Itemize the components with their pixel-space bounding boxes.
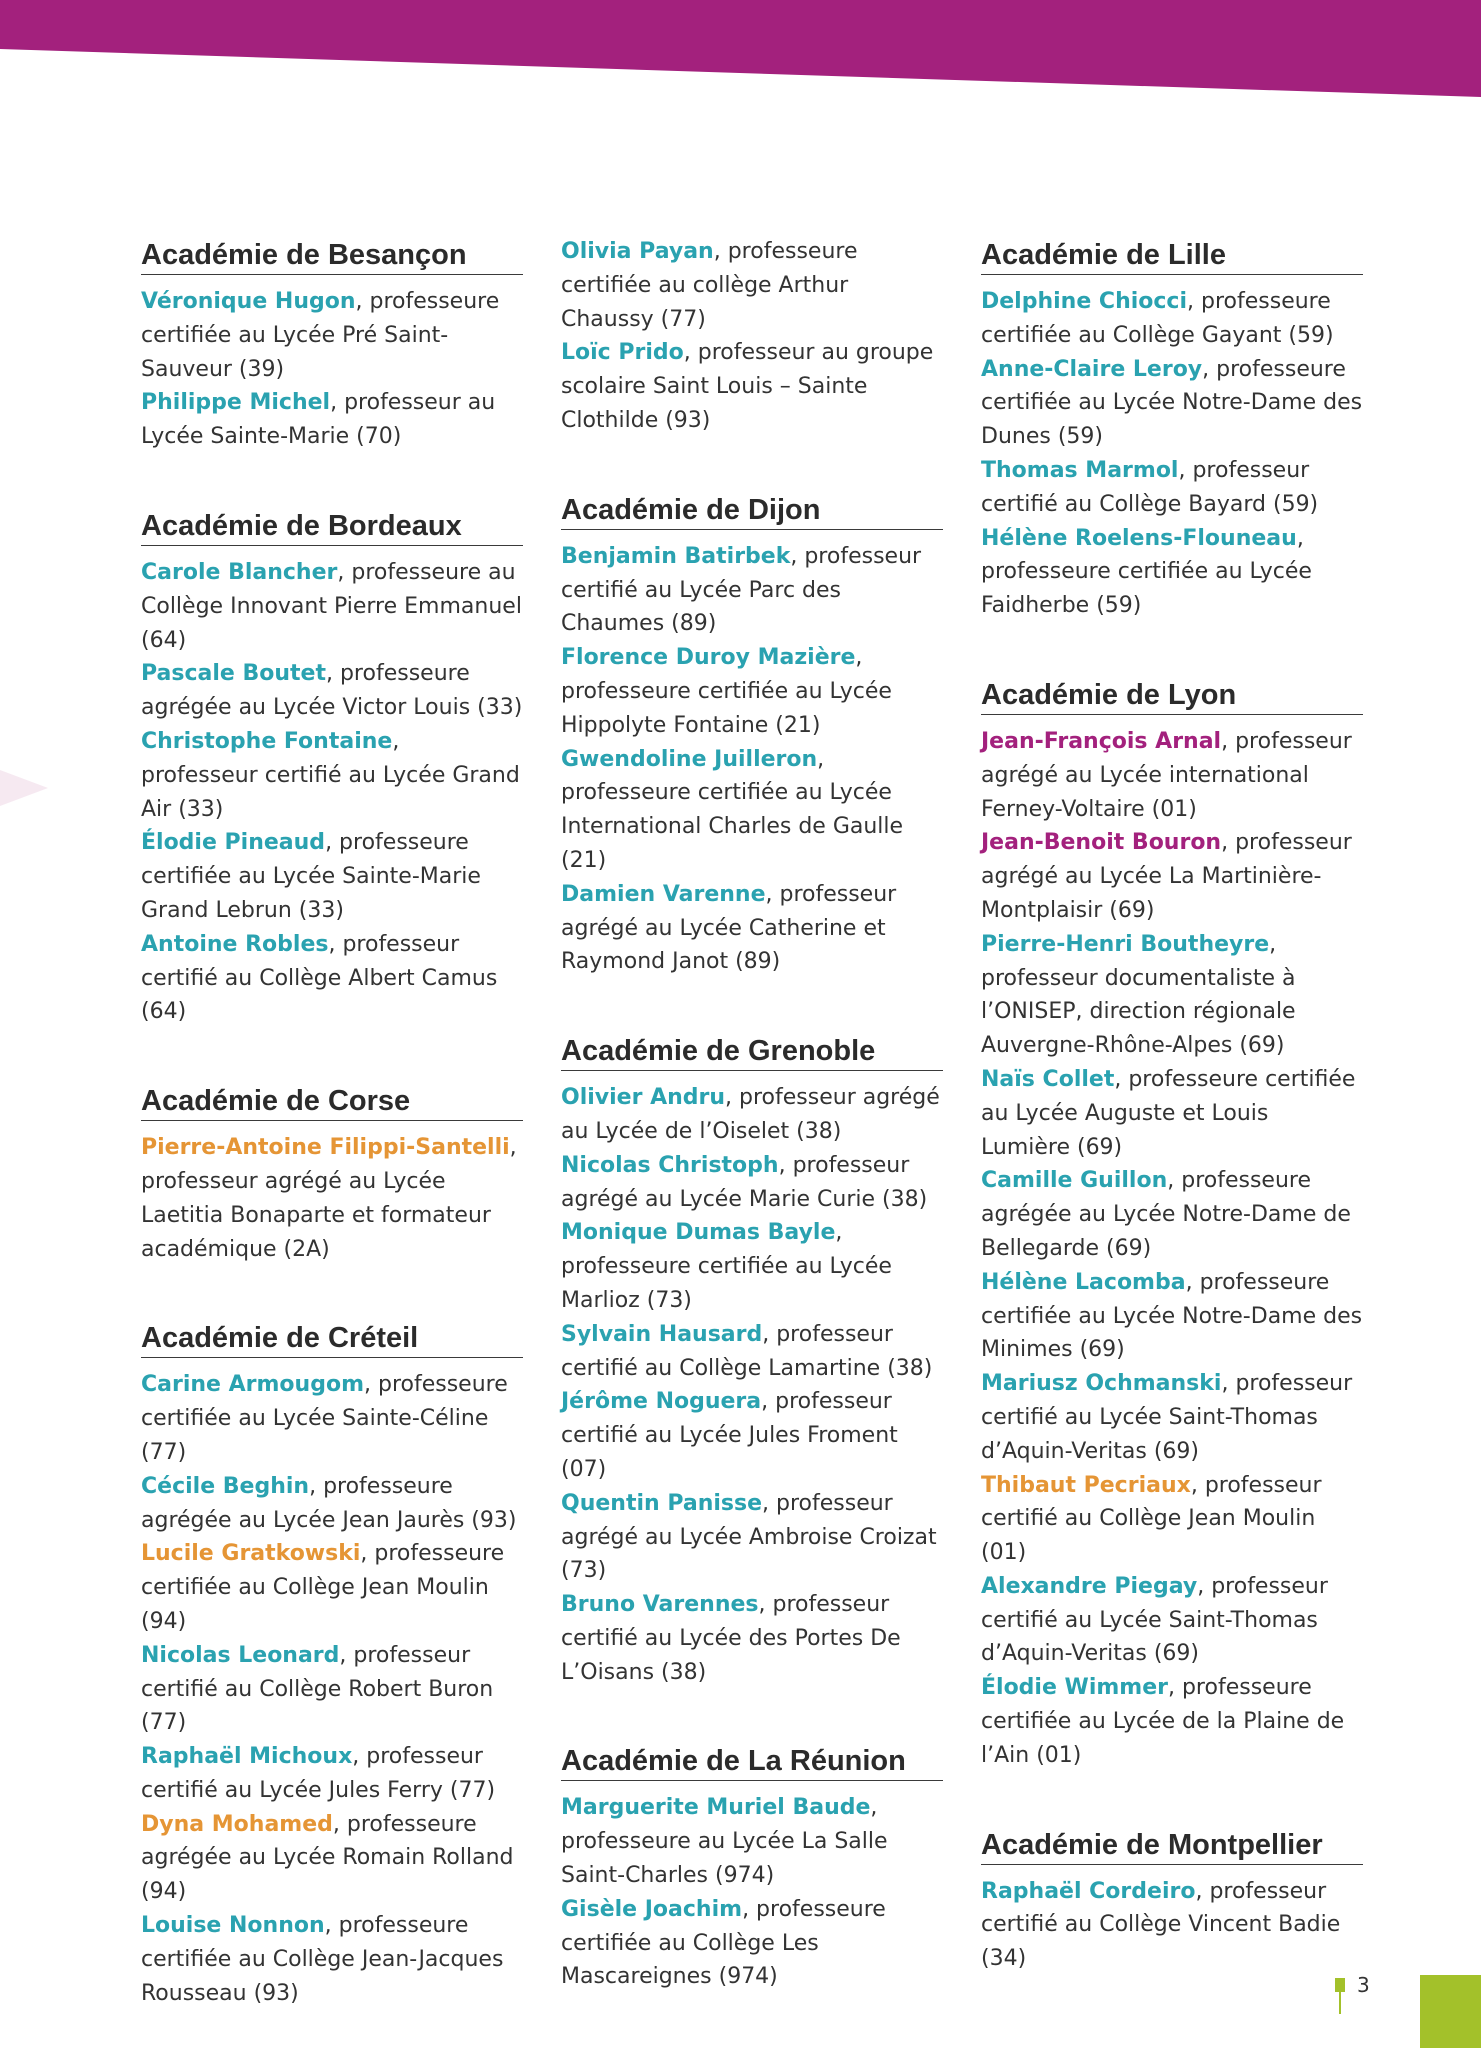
person-role: , professeure certifiée au Collège Jean-Jacques Rousseau (93) (141, 1913, 504, 2006)
person-role: , professeur au groupe scolaire Saint Louis – Sainte Clothilde (93) (561, 340, 934, 433)
person-name: Christophe Fontaine (141, 728, 393, 754)
person-entry (981, 725, 1363, 826)
academie-section (981, 237, 1363, 623)
person-role: , professeur agrégé au Lycée Catherine et Raymond Janot (89) (561, 881, 897, 975)
person-name: Véronique Hugon (141, 289, 356, 314)
academie-section (561, 1743, 943, 1994)
person-entry (141, 1740, 523, 1808)
person-name: Benjamin Batirbek (561, 543, 791, 569)
person-name: Cécile Beghin (141, 1473, 310, 1499)
academie-section (561, 1033, 943, 1689)
section-title: Académie de Lyon (981, 677, 1363, 715)
person-role: , professeur certifié au Lycée Jules Froment (07) (561, 1389, 898, 1482)
person-entry (141, 386, 523, 454)
person-entry (561, 743, 943, 878)
person-entry (981, 1367, 1363, 1468)
person-entry (141, 1368, 523, 1469)
person-role: , professeur certifié au Collège Albert Camus (64) (141, 931, 498, 1025)
person-entry (981, 928, 1363, 1063)
person-entry (141, 725, 523, 826)
column-1 (141, 237, 523, 2064)
person-role: , professeur agrégé au Lycée de l’Oiselet (38) (561, 1085, 940, 1144)
academie-section (141, 1320, 523, 2010)
section-title: Académie de La Réunion (561, 1743, 943, 1781)
person-role: , professeur certifié au Lycée Grand Air (33) (141, 728, 520, 822)
header-banner (0, 0, 1481, 100)
person-name: Florence Duroy Mazière (561, 645, 856, 671)
person-name: Monique Dumas Bayle (561, 1220, 836, 1246)
academie-section (981, 677, 1363, 1773)
person-entry (981, 285, 1363, 353)
person-role: , professeure au Collège Innovant Pierre Emmanuel (64) (141, 559, 522, 653)
section-title: Académie de Besançon (141, 237, 523, 275)
person-name: Delphine Chiocci (981, 289, 1188, 314)
academie-section (141, 508, 523, 1029)
person-role: , professeur certifié au Collège Lamartine (38) (561, 1321, 933, 1381)
person-entry (561, 1149, 943, 1217)
person-role: , professeur certifié au Lycée Parc des Chaumes (89) (561, 543, 922, 637)
footer-line (1339, 1990, 1341, 2014)
person-name: Thomas Marmol (981, 457, 1179, 483)
person-name: Loïc Prido (561, 340, 684, 366)
section-title: Académie de Corse (141, 1083, 523, 1121)
person-entry (141, 657, 523, 725)
section-title: Académie de Grenoble (561, 1033, 943, 1071)
person-role: , professeur certifié au Collège Vincent Badie (34) (981, 1878, 1341, 1972)
person-entry (981, 826, 1363, 927)
person-entry (141, 1909, 523, 2010)
person-name: Olivia Payan (561, 239, 714, 264)
person-name: Élodie Pineaud (141, 830, 326, 856)
person-name: Lucile Gratkowski (141, 1541, 361, 1567)
column-2 (561, 237, 943, 2048)
person-role: , professeure certifiée au Lycée Notre-Dame des Dunes (59) (981, 356, 1363, 450)
section-title: Académie de Créteil (141, 1320, 523, 1358)
person-entry (561, 336, 943, 437)
person-role: , professeur certifié au Lycée Saint-Thomas d’Aquin-Veritas (69) (981, 1573, 1328, 1667)
person-role: , professeur certifié au Collège Robert Buron (77) (141, 1642, 494, 1736)
section-title: Académie de Lille (981, 237, 1363, 275)
person-name: Antoine Robles (141, 931, 329, 957)
section-title: Académie de Bordeaux (141, 508, 523, 546)
person-role: , professeur certifié au Collège Jean Moulin (01) (981, 1472, 1322, 1566)
side-decoration (0, 770, 60, 810)
column-3 (981, 237, 1363, 2030)
person-name: Pascale Boutet (141, 661, 326, 687)
person-entry (561, 641, 943, 742)
person-role: , professeure agrégée au Lycée Jean Jaurès (93) (141, 1473, 517, 1533)
person-role: , professeur agrégé au Lycée La Martinière-Montplaisir (69) (981, 830, 1352, 923)
person-name: Pierre-Antoine Filippi-Santelli (141, 1135, 510, 1161)
person-role: , professeur agrégé au Lycée Marie Curie (38) (561, 1152, 928, 1212)
person-role: , professeure certifiée au Collège Gayant (59) (981, 289, 1334, 348)
person-role: , professeure agrégée au Lycée Victor Louis (33) (141, 661, 523, 721)
person-role: , professeur agrégé au Lycée Ambroise Croizat (73) (561, 1490, 937, 1584)
person-role: , professeur certifié au Collège Bayard (59) (981, 457, 1319, 517)
person-name: Olivier Andru (561, 1085, 726, 1111)
person-role: , professeure certifiée au Lycée International Charles de Gaulle (21) (561, 746, 904, 873)
person-name: Hélène Roelens-Flouneau (981, 525, 1297, 551)
person-name: Dyna Mohamed (141, 1811, 333, 1837)
person-role: , professeure agrégée au Lycée Romain Rolland (94) (141, 1811, 514, 1905)
person-name: Nicolas Leonard (141, 1642, 340, 1668)
person-entry (561, 235, 943, 336)
person-role: , professeure certifiée au Lycée Sainte-Céline (77) (141, 1372, 508, 1465)
person-role: , professeure certifiée au Lycée Sainte-Marie Grand Lebrun (33) (141, 830, 481, 923)
academie-section (981, 1827, 1363, 1976)
footer-block (1420, 1975, 1481, 2048)
person-entry (981, 1063, 1363, 1164)
person-role: , professeur documentaliste à l’ONISEP, direction régionale Auvergne-Rhône-Alpes (69) (981, 931, 1296, 1059)
person-role: , professeure certifiée au Lycée Hippolyte Fontaine (21) (561, 645, 892, 738)
person-name: Mariusz Ochmanski (981, 1371, 1222, 1397)
person-name: Élodie Wimmer (981, 1675, 1168, 1701)
person-role: , professeure agrégée au Lycée Notre-Dame de Bellegarde (69) (981, 1168, 1351, 1261)
person-entry (561, 1318, 943, 1386)
person-name: Jérôme Noguera (561, 1389, 762, 1415)
person-role: , professeure au Lycée La Salle Saint-Charles (974) (561, 1795, 888, 1889)
person-name: Sylvain Hausard (561, 1321, 763, 1347)
person-entry (141, 1131, 523, 1266)
page-number: 3 (1357, 1973, 1370, 1997)
person-name: Bruno Varennes (561, 1592, 759, 1618)
person-entry (141, 556, 523, 657)
person-name: Jean-François Arnal (981, 728, 1222, 754)
person-entry (141, 1808, 523, 1909)
person-entry (561, 1385, 943, 1486)
person-entry (981, 1266, 1363, 1367)
person-name: Quentin Panisse (561, 1490, 763, 1516)
person-entry (561, 1081, 943, 1149)
academie-section (141, 1083, 523, 1266)
person-entry (141, 285, 523, 386)
academie-section-continued (561, 235, 943, 438)
person-entry (981, 1469, 1363, 1570)
person-entry (141, 1537, 523, 1638)
person-name: Raphaël Cordeiro (981, 1878, 1196, 1904)
section-title: Académie de Dijon (561, 492, 943, 530)
person-name: Gwendoline Juilleron (561, 746, 818, 772)
side-decoration-shape (0, 770, 48, 806)
person-name: Carine Armougom (141, 1372, 364, 1398)
person-role: , professeur certifié au Lycée des Portes De L’Oisans (38) (561, 1592, 901, 1685)
person-name: Anne-Claire Leroy (981, 356, 1203, 382)
person-name: Carole Blancher (141, 559, 338, 585)
person-role: , professeure certifiée au Lycée Auguste et Louis Lumière (69) (981, 1066, 1356, 1160)
person-entry (561, 1588, 943, 1689)
person-name: Alexandre Piegay (981, 1573, 1198, 1599)
person-role: , professeure certifiée au Lycée Faidherbe (59) (981, 525, 1312, 619)
person-name: Damien Varenne (561, 881, 766, 907)
person-role: , professeure certifiée au Lycée Pré Saint-Sauveur (39) (141, 289, 500, 382)
person-name: Philippe Michel (141, 390, 331, 416)
person-role: , professeure certifiée au collège Arthur Chaussy (77) (561, 239, 858, 332)
person-role: , professeur au Lycée Sainte-Marie (70) (141, 390, 496, 450)
person-role: , professeur agrégé au Lycée Laetitia Bonaparte et formateur académique (2A) (141, 1135, 517, 1262)
person-name: Pierre-Henri Boutheyre (981, 931, 1270, 957)
person-name: Thibaut Pecriaux (981, 1472, 1191, 1498)
person-entry (561, 540, 943, 641)
person-role: , professeur certifié au Lycée Saint-Thomas d’Aquin-Veritas (69) (981, 1371, 1353, 1464)
person-entry (981, 353, 1363, 454)
person-role: , professeure certifiée au Lycée de la Plaine de l’Ain (01) (981, 1675, 1345, 1768)
person-name: Marguerite Muriel Baude (561, 1795, 871, 1821)
person-role: , professeur certifié au Lycée Jules Ferry (77) (141, 1744, 496, 1803)
person-role: , professeure certifiée au Collège Les Mascareignes (974) (561, 1896, 886, 1990)
person-name: Naïs Collet (981, 1066, 1115, 1092)
person-entry (981, 1671, 1363, 1772)
person-entry (561, 1893, 943, 1994)
header-banner-shape (0, 0, 1481, 97)
section-title: Académie de Montpellier (981, 1827, 1363, 1865)
person-entry (141, 928, 523, 1029)
person-entry (141, 826, 523, 927)
academie-section (141, 237, 523, 454)
person-entry (981, 1164, 1363, 1265)
person-entry (561, 1487, 943, 1588)
person-name: Louise Nonnon (141, 1913, 325, 1939)
person-role: , professeur agrégé au Lycée international Ferney-Voltaire (01) (981, 728, 1352, 822)
person-name: Gisèle Joachim (561, 1896, 743, 1922)
person-name: Camille Guillon (981, 1168, 1168, 1194)
person-role: , professeure certifiée au Lycée Marlioz (73) (561, 1220, 892, 1313)
person-entry (981, 522, 1363, 623)
person-entry (561, 1791, 943, 1892)
person-role: , professeure certifiée au Lycée Notre-Dame des Minimes (69) (981, 1269, 1363, 1363)
person-name: Nicolas Christoph (561, 1152, 779, 1178)
person-entry (561, 1216, 943, 1317)
academie-section (561, 492, 943, 979)
person-name: Hélène Lacomba (981, 1269, 1186, 1295)
person-entry (141, 1639, 523, 1740)
person-entry (981, 1875, 1363, 1976)
person-entry (561, 878, 943, 979)
person-entry (981, 454, 1363, 522)
person-role: , professeure certifiée au Collège Jean Moulin (94) (141, 1541, 505, 1634)
person-entry (981, 1570, 1363, 1671)
person-name: Jean-Benoit Bouron (981, 830, 1222, 856)
person-entry (141, 1470, 523, 1538)
person-name: Raphaël Michoux (141, 1744, 353, 1770)
